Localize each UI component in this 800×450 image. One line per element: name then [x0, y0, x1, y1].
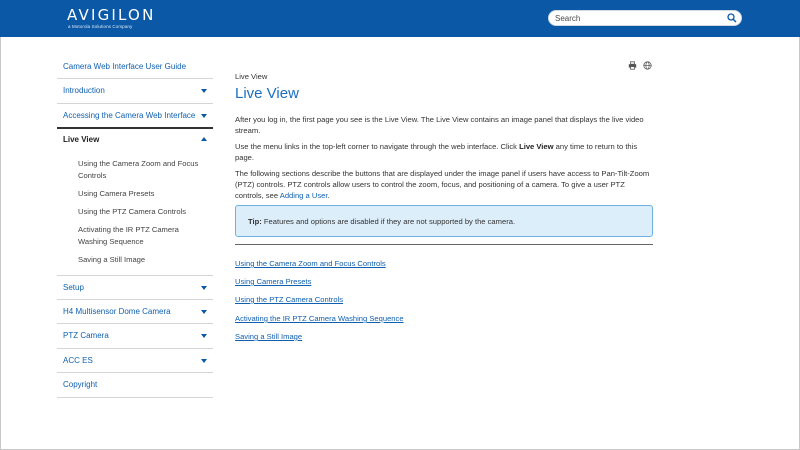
toc-link-ptz-controls[interactable]: Using the PTZ Camera Controls — [235, 295, 344, 304]
logo-tagline: a Motorola Solutions Company — [68, 24, 133, 29]
sidebar-item-setup[interactable] — [57, 276, 213, 300]
sidebar-item-acc-es[interactable] — [57, 349, 213, 373]
subitem-label: Saving a Still Image — [78, 254, 146, 264]
sidebar-item-label: Live View — [63, 135, 100, 145]
sidebar-item-label: PTZ Camera — [63, 331, 109, 341]
sidebar-item-label: Setup — [63, 282, 84, 292]
sidebar-item-label: H4 Multisensor Dome Camera — [63, 306, 171, 316]
sidebar-item-label: ACC ES — [63, 355, 93, 365]
sidebar-subitem-still-image[interactable] — [57, 251, 213, 269]
toc-link-still-image[interactable]: Saving a Still Image — [235, 332, 303, 341]
sidebar-subnav — [57, 153, 213, 276]
page-title: Live View — [235, 85, 299, 102]
chevron-down-icon[interactable] — [201, 334, 207, 338]
toc-link-presets[interactable]: Using Camera Presets — [235, 277, 312, 286]
sidebar-item-accessing[interactable] — [57, 104, 213, 128]
print-icon[interactable] — [628, 61, 637, 70]
active-indicator — [57, 127, 213, 129]
top-header — [0, 0, 800, 37]
tip-label: Tip: — [248, 217, 262, 226]
sidebar-item-h4-multisensor[interactable] — [57, 300, 213, 324]
chevron-down-icon[interactable] — [201, 89, 207, 93]
logo-wordmark: AVIGILON — [67, 6, 156, 24]
nav-paragraph-text: Use the menu links in the top-left corner to navigate through the web interface. Click — [235, 142, 520, 151]
chevron-down-icon[interactable] — [201, 286, 207, 290]
search-icon[interactable] — [727, 13, 737, 23]
sidebar-item-label: Accessing the Camera Web Interface — [63, 110, 196, 120]
search-input[interactable] — [555, 12, 715, 24]
sidebar-subitem-zoom-focus[interactable] — [57, 155, 213, 185]
sidebar-subitem-ptz-controls[interactable] — [57, 203, 213, 221]
breadcrumb[interactable]: Live View — [235, 72, 268, 81]
sidebar-item-user-guide[interactable] — [57, 55, 213, 79]
sidebar-item-copyright[interactable] — [57, 373, 213, 397]
subitem-label-line1: Using the Camera Zoom and Focus — [78, 158, 199, 168]
sidebar-item-label: Camera Web Interface User Guide — [63, 62, 187, 71]
chevron-down-icon[interactable] — [201, 114, 207, 118]
ptz-paragraph-period: . — [327, 191, 330, 200]
sidebar-item-live-view[interactable] — [57, 128, 213, 152]
subitem-label-line2: Washing Sequence — [78, 236, 144, 246]
tip-callout — [235, 205, 653, 237]
nav-paragraph-text-end: any time to return to this page. — [235, 142, 638, 162]
subitem-label: Using Camera Presets — [78, 188, 155, 198]
live-view-emphasis: Live View — [519, 142, 554, 151]
sidebar-subitem-washing[interactable] — [57, 221, 213, 251]
subitem-label: Using the PTZ Camera Controls — [78, 206, 187, 216]
avigilon-logo[interactable] — [67, 6, 157, 32]
subitem-label-line2: Controls — [78, 170, 107, 180]
sidebar-item-label: Copyright — [63, 380, 98, 390]
sidebar-nav — [57, 55, 213, 398]
toc-link-zoom-focus[interactable]: Using the Camera Zoom and Focus Controls — [235, 259, 386, 268]
chevron-up-icon[interactable] — [201, 137, 207, 141]
intro-paragraph: After you log in, the first page you see is the Live View. The Live View contains an image panel that displays the live video stream. — [235, 115, 644, 135]
sidebar-item-introduction[interactable] — [57, 79, 213, 103]
tip-text — [248, 217, 515, 226]
tip-body: Features and options are disabled if they are not supported by the camera. — [261, 217, 516, 226]
ptz-paragraph — [235, 168, 655, 201]
chevron-down-icon[interactable] — [201, 310, 207, 314]
sidebar-item-label: Introduction — [63, 86, 105, 96]
globe-icon[interactable] — [643, 61, 652, 70]
search-box[interactable] — [548, 10, 742, 26]
ptz-paragraph-text: The following sections describe the buttons that are displayed under the image panel if users have access to Pan-Tilt-Zoom (PTZ) controls. PTZ controls allow users to control the zoom, focus, and positioning of a camera. To give a user PTZ controls, see — [235, 169, 650, 200]
adding-a-user-link[interactable]: Adding a User — [279, 191, 328, 200]
chevron-down-icon[interactable] — [201, 359, 207, 363]
subitem-label-line1: Activating the IR PTZ Camera — [78, 224, 179, 234]
section-divider — [235, 244, 653, 245]
sidebar-item-ptz-camera[interactable] — [57, 324, 213, 348]
sidebar-subitem-presets[interactable] — [57, 185, 213, 203]
navigation-paragraph — [235, 141, 655, 163]
toc-link-washing-sequence[interactable]: Activating the IR PTZ Camera Washing Sequence — [235, 314, 404, 323]
